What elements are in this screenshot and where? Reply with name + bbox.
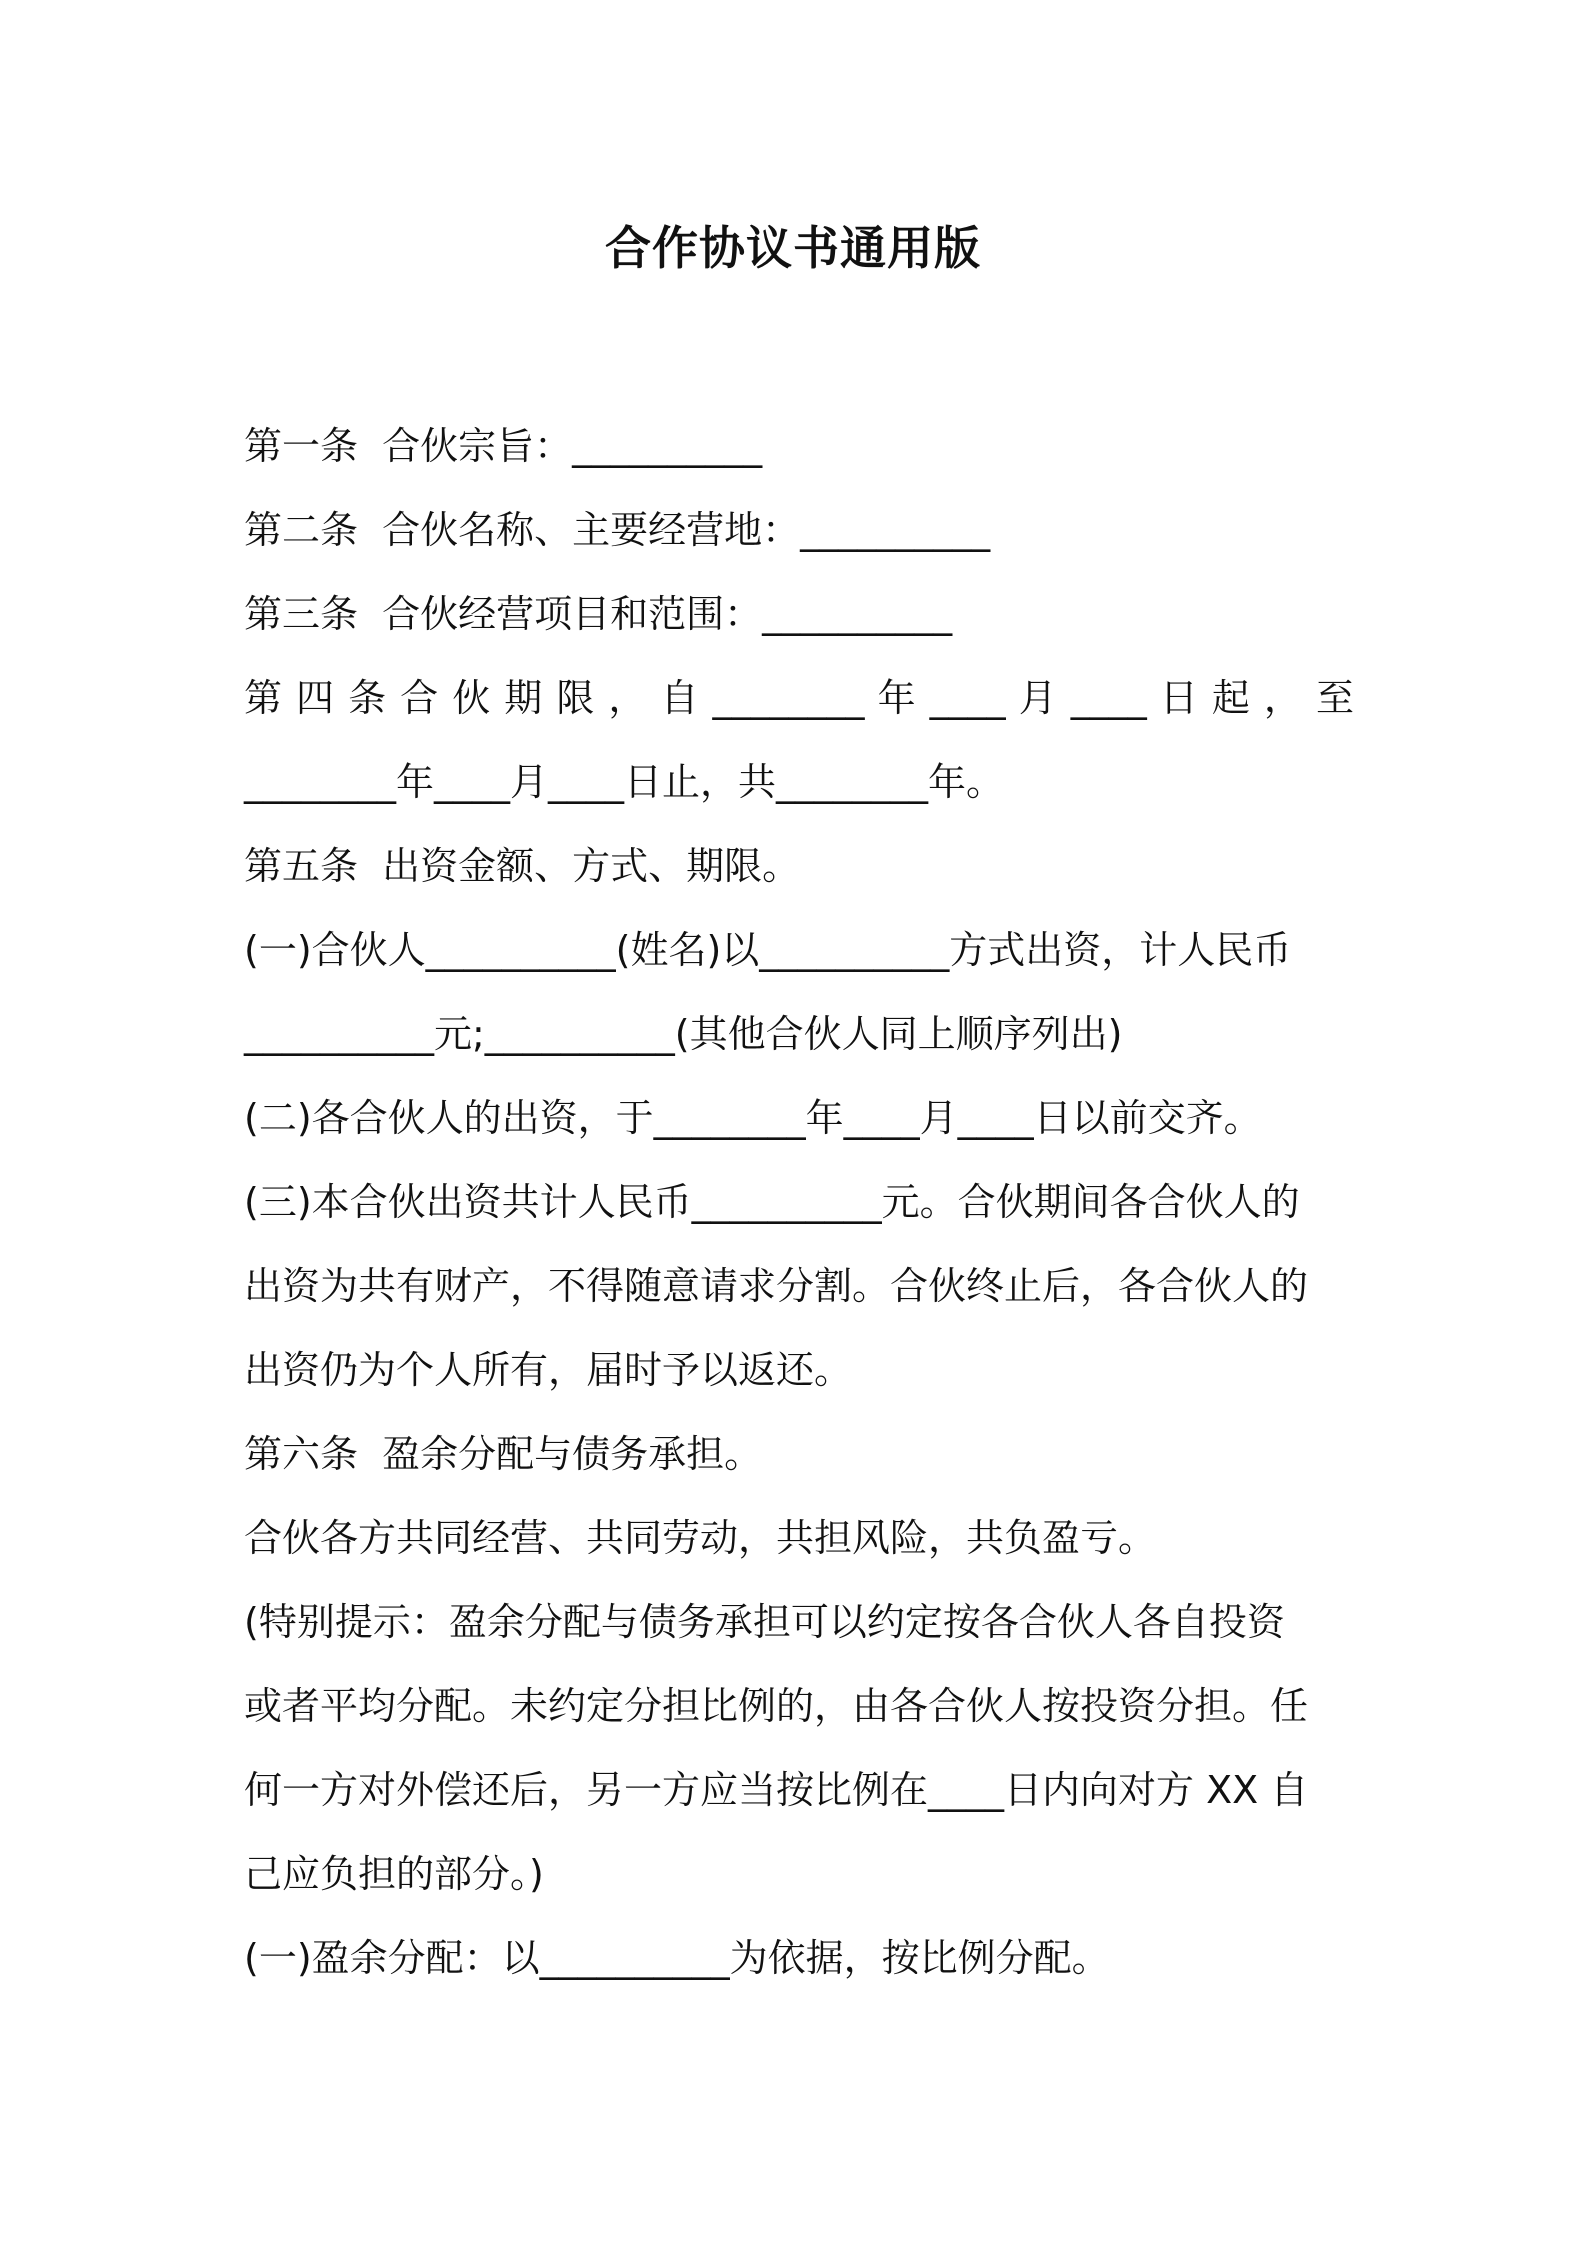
article-3-business-scope: 第三条 合伙经营项目和范围：__________: [244, 592, 953, 636]
article-6-item-1-profit: (一)盈余分配：以__________为依据，按比例分配。: [244, 1936, 1110, 1980]
article-5-item-2: (二)各合伙人的出资，于________年____月____日以前交齐。: [244, 1096, 1262, 1140]
document-body: [244, 404, 1354, 2000]
article-4-term-line-2: ________年____月____日止，共________年。: [244, 760, 1005, 804]
article-5-item-3-line-3: 出资仍为个人所有，届时予以返还。: [244, 1348, 853, 1392]
article-5-item-1-line-2: __________元;__________(其他合伙人同上顺序列出): [244, 1012, 1123, 1056]
article-2-name-location: 第二条 合伙名称、主要经营地：__________: [244, 508, 991, 552]
article-6-note-line-3: 何一方对外偿还后，另一方应当按比例在____日内向对方 XX 自: [244, 1768, 1309, 1812]
article-4-term-line-1: 第 四 条 合 伙 期 限 ， 自 ________ 年 ____ 月 ____ 日 起 ， 至: [244, 676, 1354, 720]
article-5-item-1-line-1: (一)合伙人__________(姓名)以__________方式出资，计人民币: [244, 928, 1292, 972]
document-title: 合作协议书通用版: [605, 221, 981, 275]
article-6-heading: 第六条 盈余分配与债务承担。: [244, 1432, 763, 1476]
article-6-note-line-1: (特别提示：盈余分配与债务承担可以约定按各合伙人各自投资: [244, 1600, 1285, 1644]
article-6-note-line-2: 或者平均分配。未约定分担比例的，由各合伙人按投资分担。任: [244, 1684, 1309, 1728]
article-5-item-3-line-1: (三)本合伙出资共计人民币__________元。合伙期间各合伙人的: [244, 1180, 1300, 1224]
article-1-purpose: 第一条 合伙宗旨：__________: [244, 424, 763, 468]
article-5-heading: 第五条 出资金额、方式、期限。: [244, 844, 801, 888]
article-6-general: 合伙各方共同经营、共同劳动，共担风险，共负盈亏。: [244, 1516, 1157, 1560]
article-6-note-line-4: 己应负担的部分。): [244, 1852, 544, 1896]
article-5-item-3-line-2: 出资为共有财产，不得随意请求分割。合伙终止后，各合伙人的: [244, 1264, 1309, 1308]
